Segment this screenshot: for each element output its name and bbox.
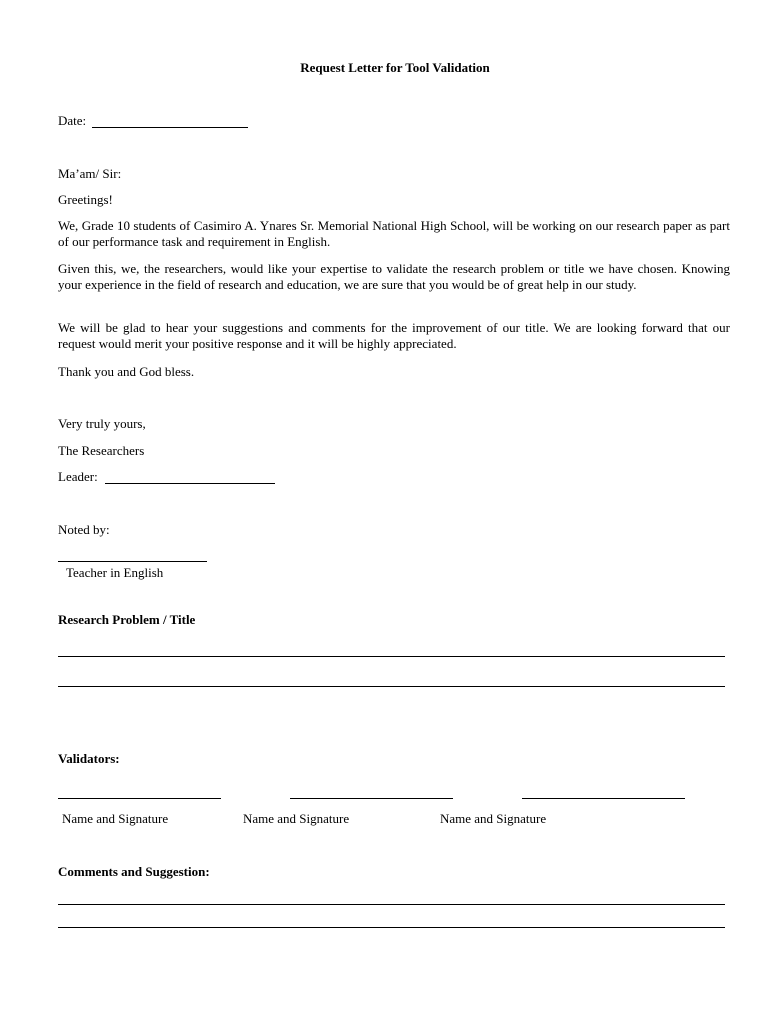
date-label: Date: — [58, 113, 87, 128]
body-paragraph-2: Given this, we, the researchers, would like your expertise to validate the research problem or title we have chosen. Knowing your experience in the field of research and education, we are sure that you would be of great help in our study. — [58, 261, 730, 292]
signatory: The Researchers — [58, 443, 145, 458]
greeting: Greetings! — [58, 192, 113, 207]
closing-thanks: Thank you and God bless. — [58, 364, 195, 379]
research-title-line-1 — [58, 656, 725, 657]
comments-heading: Comments and Suggestion: — [58, 864, 210, 879]
salutation: Ma’am/ Sir: — [58, 166, 122, 181]
teacher-signature-line — [58, 561, 207, 562]
body-paragraph-1: We, Grade 10 students of Casimiro A. Ynares Sr. Memorial National High School, will be working on our research paper as part of our performance task and requirement in English. — [58, 218, 730, 249]
date-blank-line — [92, 127, 248, 128]
valediction: Very truly yours, — [58, 416, 146, 431]
validator-signature-line-2 — [290, 798, 453, 799]
leader-label: Leader: — [58, 469, 98, 484]
validator-label-3: Name and Signature — [440, 811, 547, 826]
noted-by-label: Noted by: — [58, 522, 110, 537]
research-heading: Research Problem / Title — [58, 612, 196, 627]
validator-signature-line-1 — [58, 798, 221, 799]
teacher-label: Teacher in English — [66, 565, 164, 580]
validator-label-1: Name and Signature — [62, 811, 169, 826]
validator-label-2: Name and Signature — [243, 811, 350, 826]
comments-line-2 — [58, 927, 725, 928]
validator-signature-line-3 — [522, 798, 685, 799]
comments-line-1 — [58, 904, 725, 905]
validators-heading: Validators: — [58, 751, 120, 766]
letter-title: Request Letter for Tool Validation — [300, 60, 490, 75]
leader-blank-line — [105, 483, 275, 484]
body-paragraph-3: We will be glad to hear your suggestions and comments for the improvement of our title. We are looking forward that our request would merit your positive response and it will be highly appreciated. — [58, 320, 730, 351]
research-title-line-2 — [58, 686, 725, 687]
